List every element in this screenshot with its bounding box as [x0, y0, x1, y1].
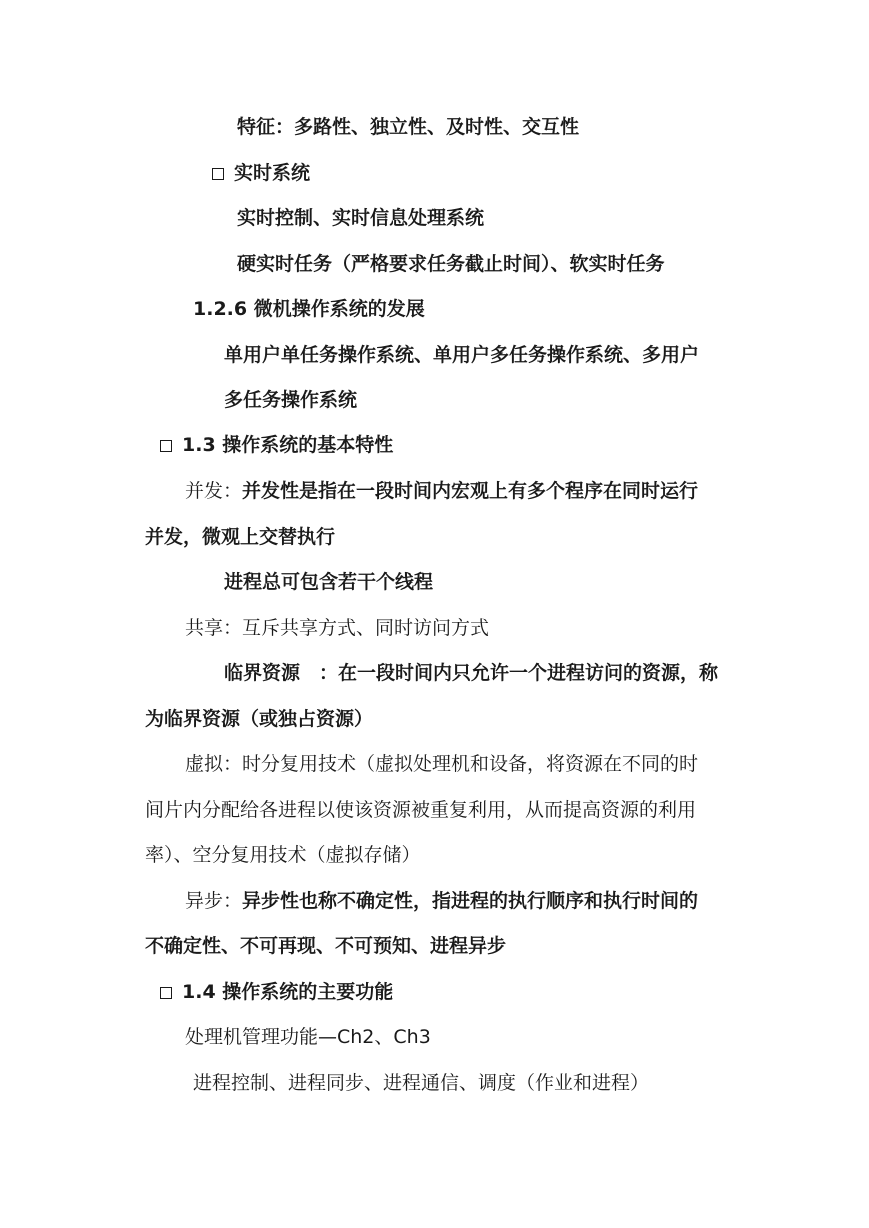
text-line: 进程总可包含若干个线程: [224, 571, 434, 593]
term-text: 异步性也称不确定性，指进程的执行顺序和执行时间的: [242, 890, 699, 912]
text-line: 处理机管理功能—Ch2、Ch3: [185, 1026, 431, 1048]
text-line: 特征：多路性、独立性、及时性、交互性: [237, 116, 580, 138]
text-line: 实时控制、实时信息处理系统: [237, 207, 485, 229]
text-line: 硬实时任务（严格要求任务截止时间）、软实时任务: [237, 253, 665, 275]
text-line: 率）、空分复用技术（虚拟存储）: [145, 844, 421, 866]
term-label: 并发：: [185, 480, 243, 502]
section-heading: 1.2.6 微机操作系统的发展: [193, 298, 425, 320]
bullet-heading: [160, 433, 393, 457]
heading-text: 1.3 操作系统的基本特性: [182, 434, 394, 456]
text-line: 共享：互斥共享方式、同时访问方式: [185, 617, 490, 639]
text-line: 进程控制、进程同步、进程通信、调度（作业和进程）: [193, 1072, 650, 1094]
text-line: 虚拟：时分复用技术（虚拟处理机和设备，将资源在不同的时: [185, 753, 699, 775]
text-line: 间片内分配给各进程以使该资源被重复利用，从而提高资源的利用: [145, 799, 697, 821]
text-line: 多任务操作系统: [224, 389, 358, 411]
text-line: [185, 889, 698, 913]
square-bullet-icon: [160, 987, 172, 999]
text-line: 单用户单任务操作系统、单用户多任务操作系统、多用户: [224, 344, 700, 366]
square-bullet-icon: [160, 440, 172, 452]
term-text: 并发性是指在一段时间内宏观上有多个程序在同时运行: [242, 480, 699, 502]
text-line: 并发，微观上交替执行: [145, 526, 336, 548]
text-line: 不确定性、不可再现、不可预知、进程异步: [145, 935, 507, 957]
text-line: 为临界资源（或独占资源）: [145, 708, 374, 730]
text-line: 临界资源 ：在一段时间内只允许一个进程访问的资源，称: [224, 662, 719, 684]
heading-text: 1.4 操作系统的主要功能: [182, 981, 394, 1003]
bullet-heading: [160, 980, 393, 1004]
text-line: [185, 479, 698, 503]
heading-text: 实时系统: [234, 162, 311, 184]
bullet-heading: [212, 161, 310, 185]
term-label: 异步：: [185, 890, 243, 912]
square-bullet-icon: [212, 168, 224, 180]
